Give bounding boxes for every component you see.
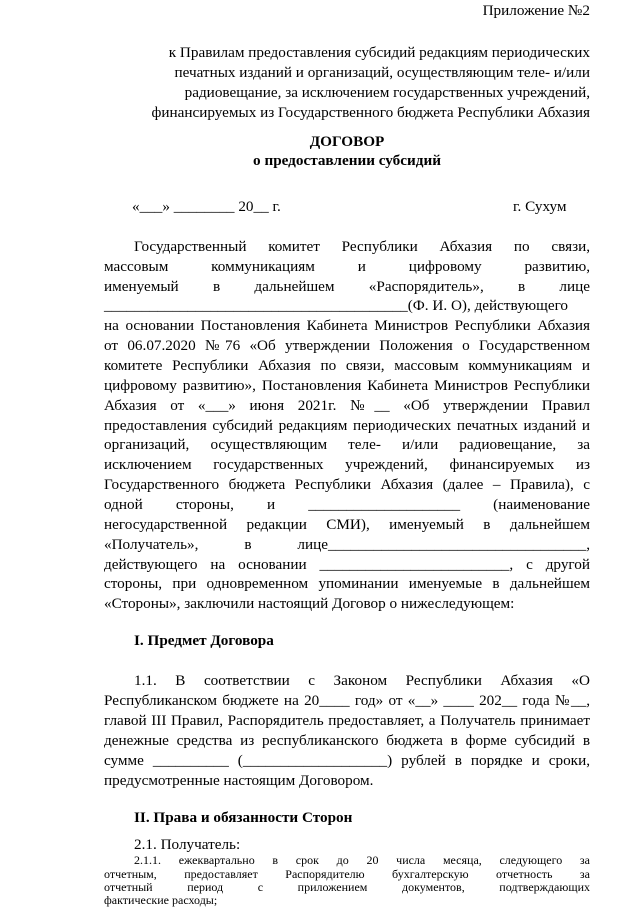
preamble-line: стороны, при одновременном упоминании именуемые в дальнейшем <box>104 575 590 592</box>
section1-line: предусмотренные настоящим Договором. <box>104 772 374 789</box>
preamble-line: одной стороны, и ____________________ (наименование <box>104 496 590 513</box>
preamble-line: комитете Республики Абхазия по связи, массовым коммуникациям и <box>104 357 590 374</box>
document-subtitle: о предоставлении субсидий <box>253 152 441 169</box>
section1-line: Республиканском бюджете на 20____ год» от «__» ____ 202__ года №__, <box>104 692 590 709</box>
preamble-line: предоставления субсидий редакциям периодических печатных изданий и <box>104 417 590 434</box>
section1-line: главой III Правил, Распорядитель предоставляет, а Получатель принимает <box>104 712 590 729</box>
appendix-line: финансируемых из Государственного бюджета Республики Абхазия <box>151 104 590 121</box>
appendix-line: печатных изданий и организаций, осуществляющим теле- и/или <box>174 64 590 81</box>
appendix-line: к Правилам предоставления субсидий редакциям периодических <box>168 44 590 61</box>
preamble-line: цифровому развитию», Постановления Кабинета Министров Республики <box>104 377 590 394</box>
section1-line: сумме __________ (___________________) рублей в порядке и сроки, <box>104 752 590 769</box>
preamble-line: ________________________________________(Ф. И. О), действующего <box>104 297 569 314</box>
preamble-line: Абхазия от «___» июня 2021г. №__ «Об утверждении Правил <box>104 397 590 414</box>
date-line: «___» ________ 20__ г. <box>132 198 281 215</box>
section1-line: денежные средства из республиканского бюджета в форме субсидий в <box>104 732 590 749</box>
preamble-line: именуемый в дальнейшем «Распорядитель», в лице <box>104 278 590 295</box>
section2-line: фактические расходы; <box>104 893 218 907</box>
preamble-line: на основании Постановления Кабинета Министров Республики Абхазия <box>104 317 590 334</box>
preamble-line: от 06.07.2020 №76 «Об утверждении Положения о Государственном <box>104 337 590 354</box>
section2-item: 2.1. Получатель: <box>134 836 241 853</box>
section1-line: 1.1. В соответствии с Законом Республики Абхазия «О <box>134 672 590 689</box>
preamble-line: Государственного бюджета Республики Абхазия (далее – Правила), с <box>104 476 590 493</box>
preamble-line: «Получатель», в лице__________________________________, <box>104 536 590 553</box>
appendix-number: Приложение №2 <box>482 2 590 19</box>
appendix-line: радиовещание, за исключением государственных учреждений, <box>184 84 590 101</box>
preamble-line: негосударственной редакции СМИ), именуемый в дальнейшем <box>104 516 590 533</box>
preamble-line: Государственный комитет Республики Абхазия по связи, <box>134 238 590 255</box>
section2-line: отчетный период с приложением документов, подтверждающих <box>104 880 590 894</box>
section2-line: 2.1.1. ежеквартально в срок до 20 числа месяца, следующего за <box>134 853 590 867</box>
preamble-line: «Стороны», заключили настоящий Договор о нижеследующем: <box>104 595 515 612</box>
section-heading: II. Права и обязанности Сторон <box>134 809 353 826</box>
preamble-line: организаций, осуществляющим теле- и/или радиовещание, за <box>104 436 590 453</box>
section-heading: I. Предмет Договора <box>134 632 274 649</box>
document-title: ДОГОВОР <box>309 133 385 150</box>
preamble-line: массовым коммуникациям и цифровому развитию, <box>104 258 590 275</box>
preamble-line: исключением государственных учреждений, финансируемых из <box>104 456 590 473</box>
preamble-line: действующего на основании _________________________, с другой <box>104 556 590 573</box>
city: г. Сухум <box>513 198 567 215</box>
section2-line: отчетным, предоставляет Распорядителю бухгалтерскую отчетность за <box>104 867 590 881</box>
